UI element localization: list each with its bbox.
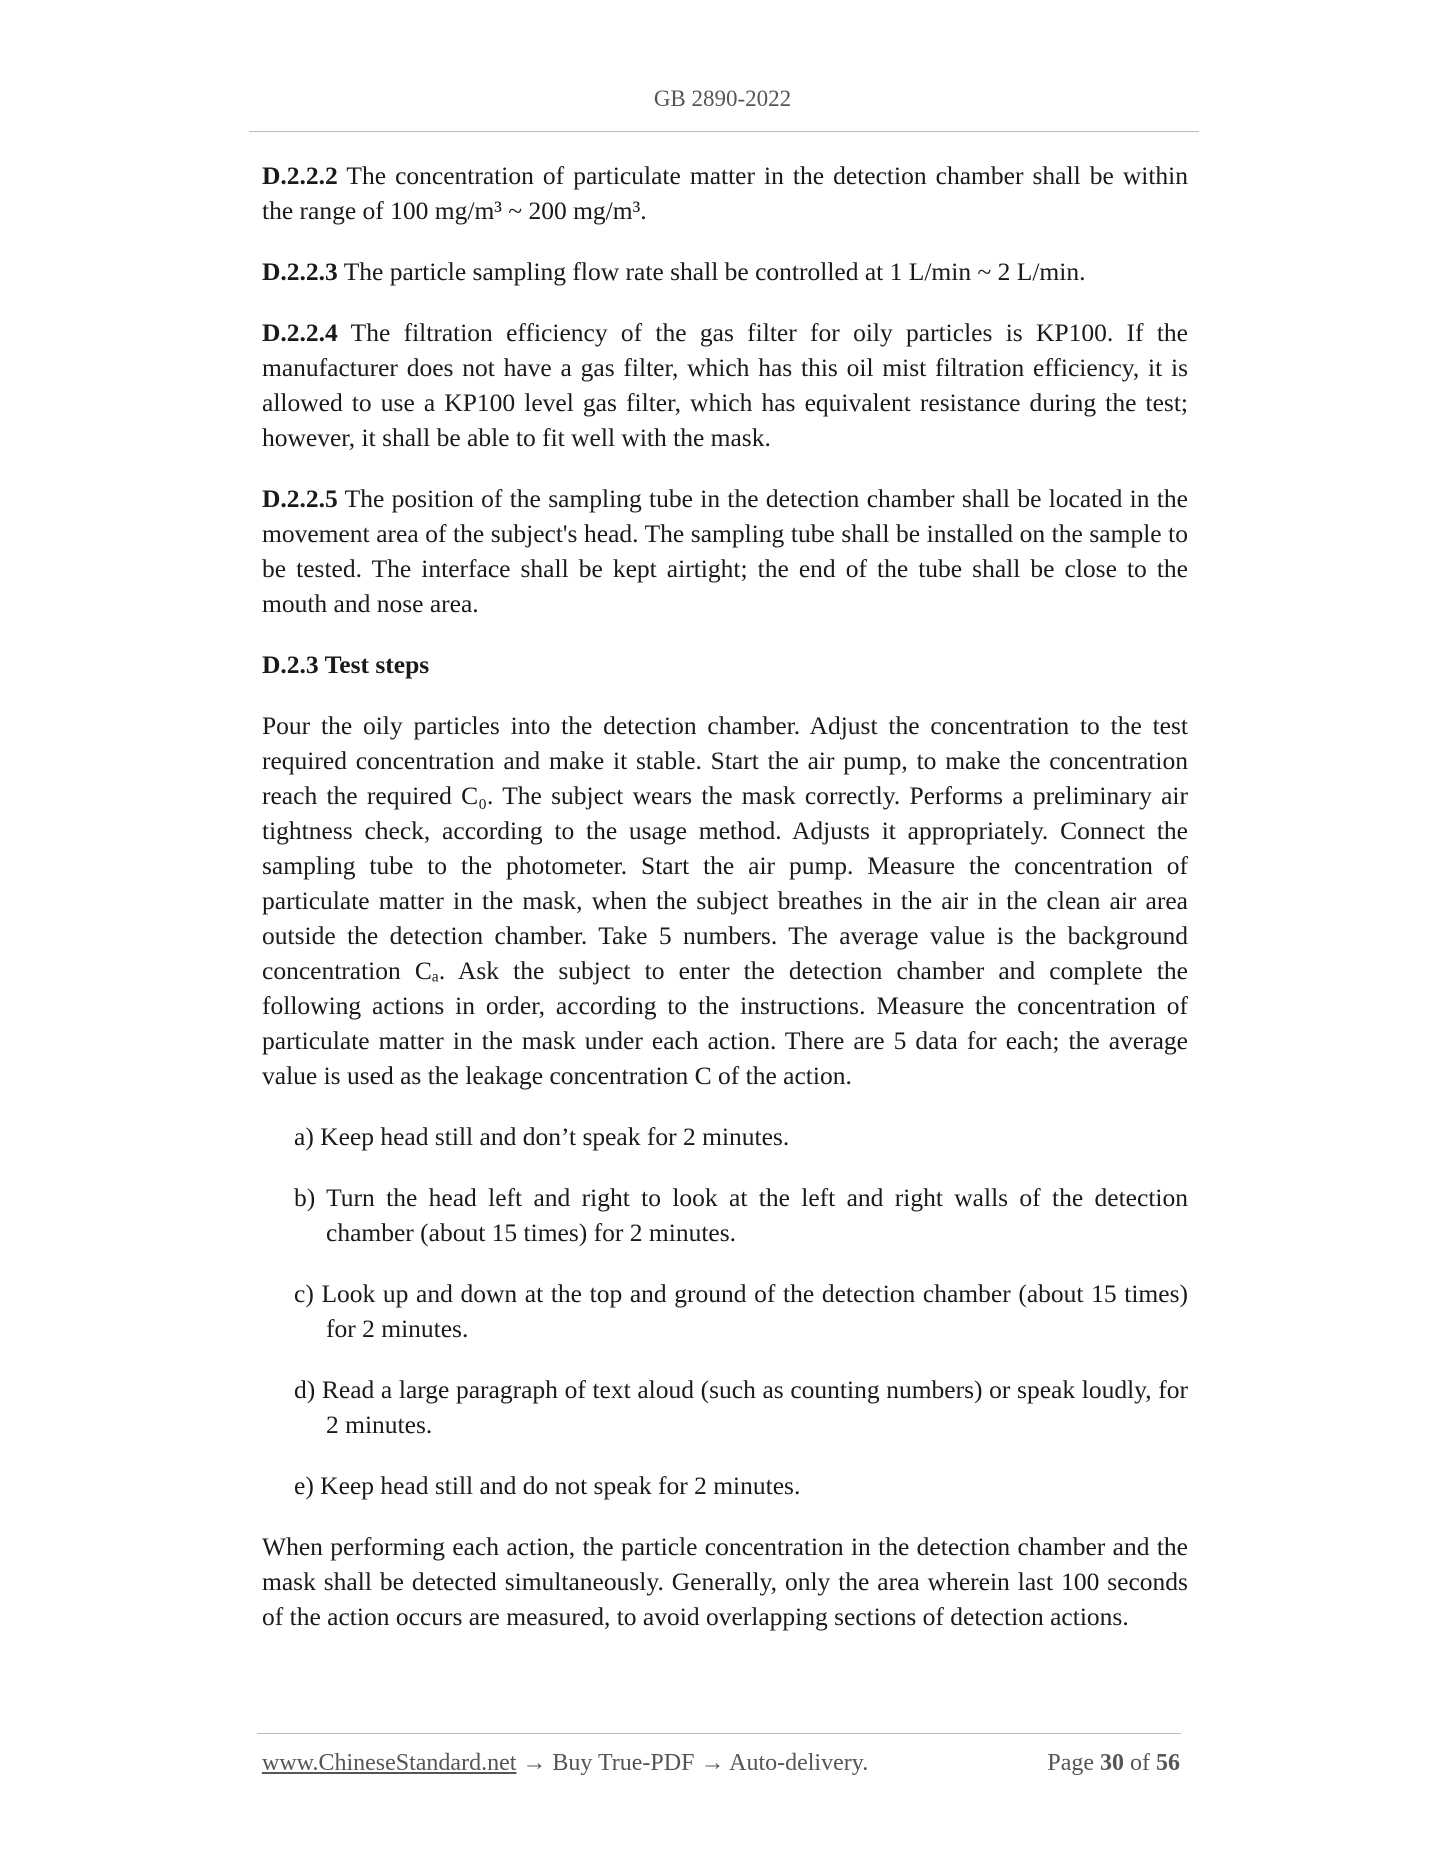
section-number: D.2.2.3 — [262, 257, 338, 286]
footer-tagline: → Buy True-PDF → Auto-delivery. — [516, 1750, 869, 1776]
website-link[interactable]: www.ChineseStandard.net — [262, 1750, 517, 1776]
page-indicator — [1047, 1750, 1180, 1777]
test-steps-closing: When performing each action, the particle concentration in the detection chamber and the mask shall be detected simultaneously. Generally, only the area wherein last 100 seconds of the action occurs are measured, to avoid overlapping sections of detection actions. — [262, 1532, 1188, 1631]
action-item-d: d) Read a large paragraph of text aloud (such as counting numbers) or speak loudly, for 2 minutes. — [294, 1375, 1188, 1439]
section-number: D.2.2.5 — [262, 484, 338, 513]
action-item-c: c) Look up and down at the top and ground of the detection chamber (about 15 times) for 2 minutes. — [294, 1279, 1188, 1343]
page-current: 30 — [1100, 1750, 1124, 1776]
section-text: The concentration of particulate matter in the detection chamber shall be within the range of 100 mg/m³ ~ 200 mg/m³. — [262, 161, 1188, 225]
section-text: The particle sampling flow rate shall be controlled at 1 L/min ~ 2 L/min. — [337, 257, 1086, 286]
action-item-a: a) Keep head still and don’t speak for 2 minutes. — [294, 1122, 790, 1151]
section-text: The position of the sampling tube in the detection chamber shall be located in the movement area of the subject's head. The sampling tube shall be installed on the sample to be tested. The interface shall be kept airtight; the end of the tube shall be close to the mouth and nose area. — [262, 484, 1188, 618]
page-footer — [262, 1750, 1180, 1777]
header-divider — [249, 131, 1199, 132]
section-d2-2-5 — [262, 481, 1188, 621]
page-header-title: GB 2890-2022 — [653, 86, 792, 111]
action-item-b: b) Turn the head left and right to look at the left and right walls of the detection chamber (about 15 times) for 2 minutes. — [294, 1183, 1188, 1247]
test-steps-intro: Pour the oily particles into the detection chamber. Adjust the concentration to the test required concentration and make it stable. Start the air pump, to make the concentration reach the required C₀. The subject wears the mask correctly. Performs a preliminary air tightness check, according to the usage method. Adjusts it appropriately. Connect the sampling tube to the photometer. Start the air pump. Measure the concentration of particulate matter in the mask, when the subject breathes in the air in the clean air area outside the detection chamber. Take 5 numbers. The average value is the background concentration Cₐ. Ask the subject to enter the detection chamber and complete the following actions in order, according to the instructions. Measure the concentration of particulate matter in the mask under each action. There are 5 data for each; the average value is used as the leakage concentration C of the action. — [262, 711, 1188, 1090]
section-number: D.2.2.4 — [262, 318, 338, 347]
page-total: 56 — [1156, 1750, 1180, 1776]
page-label: Page — [1047, 1750, 1094, 1776]
of-label: of — [1130, 1750, 1150, 1776]
section-number: D.2.2.2 — [262, 161, 338, 190]
footer-divider — [257, 1733, 1181, 1734]
test-steps-heading: D.2.3 Test steps — [262, 650, 430, 679]
document-body — [262, 158, 1188, 1660]
action-item-e: e) Keep head still and do not speak for 2 minutes. — [294, 1471, 801, 1500]
section-d2-2-2 — [262, 158, 1188, 228]
section-d2-2-4 — [262, 315, 1188, 455]
section-text: The filtration efficiency of the gas filter for oily particles is KP100. If the manufacturer does not have a gas filter, which has this oil mist filtration efficiency, it is allowed to use a KP100 level gas filter, which has equivalent resistance during the test; however, it shall be able to fit well with the mask. — [262, 318, 1188, 452]
section-d2-2-3 — [262, 254, 1188, 289]
